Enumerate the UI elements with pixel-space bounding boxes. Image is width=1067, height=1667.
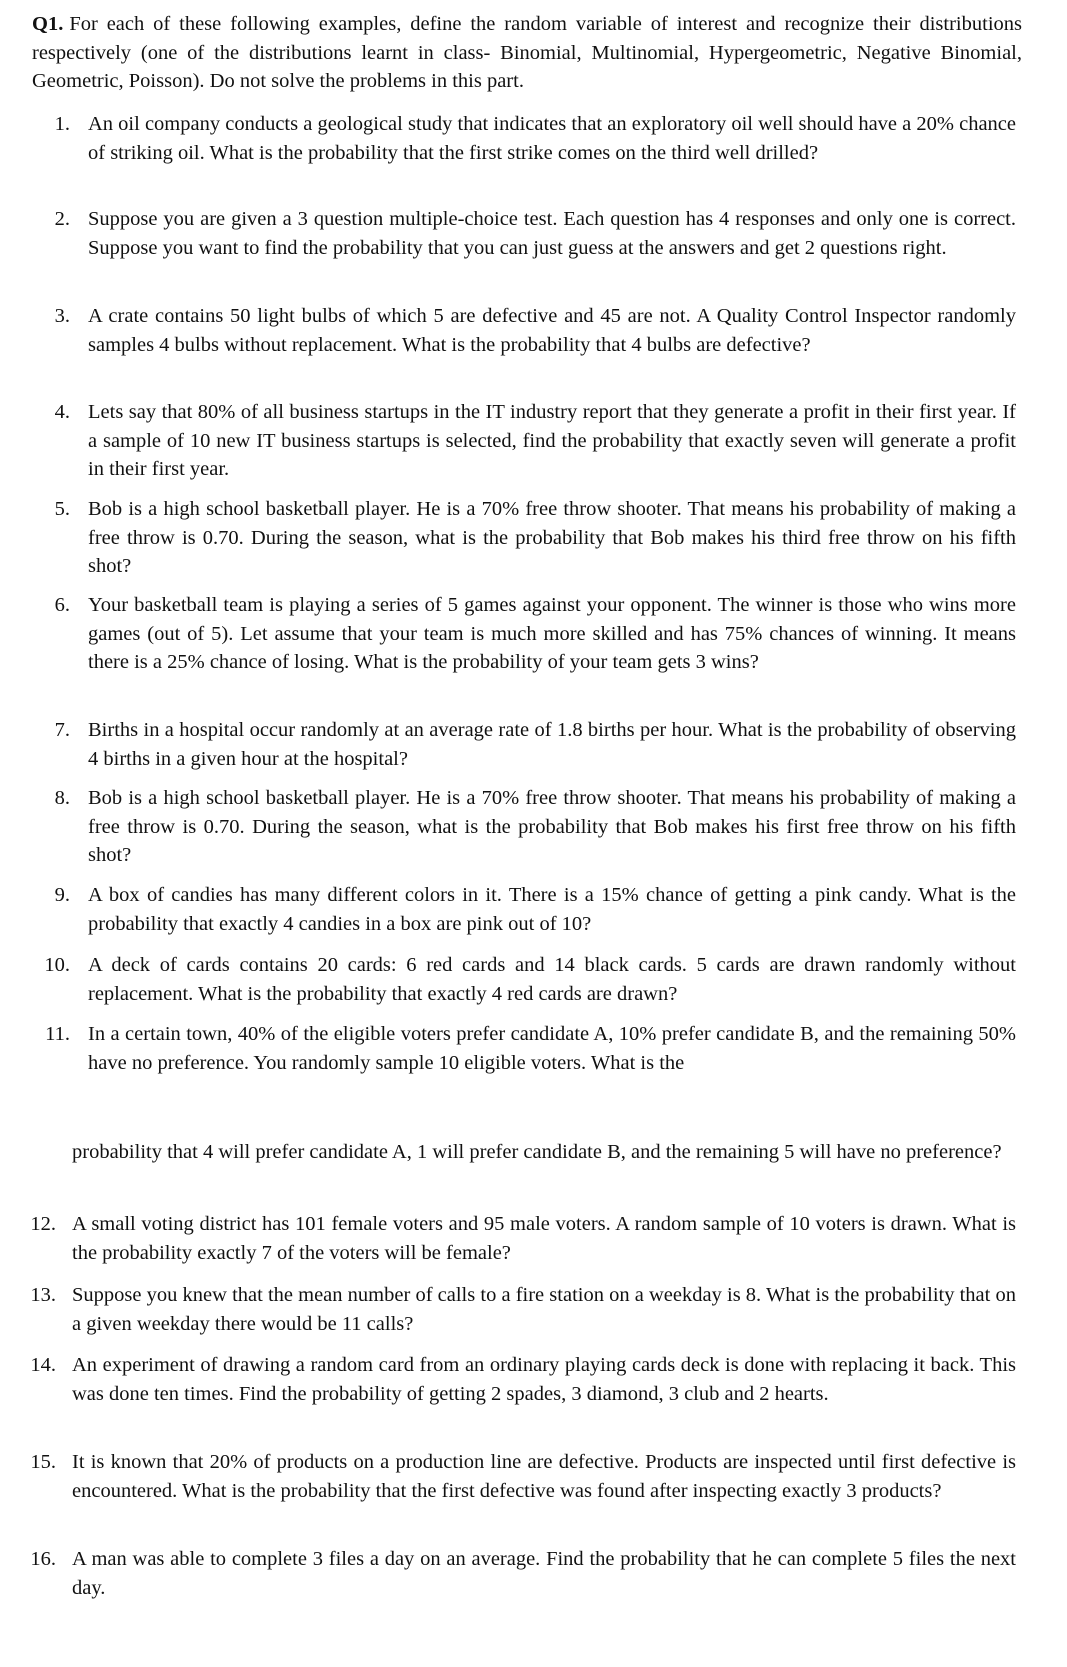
item-text: probability that 4 will prefer candidate A, 1 will prefer candidate B, and the remaining 5 will have no preference? bbox=[72, 1141, 1002, 1163]
list-item-5 bbox=[54, 495, 1016, 581]
item-number: 3. bbox=[54, 305, 70, 327]
item-text: Bob is a high school basketball player. He is a 70% free throw shooter. That means his probability of making a free throw is 0.70. During the season, what is the probability that Bob makes his first free throw on his fifth shot? bbox=[88, 787, 1016, 866]
item-text: Lets say that 80% of all business startups in the IT industry report that they generate a profit in their first year. If a sample of 10 new IT business startups is selected, find the probability that exactly seven will generate a profit in their first year. bbox=[88, 401, 1016, 480]
list-item-16 bbox=[30, 1545, 1016, 1602]
item-text: An experiment of drawing a random card from an ordinary playing cards deck is done with replacing it back. This was done ten times. Find the probability of getting 2 spades, 3 diamond, 3 club and 2 hearts. bbox=[72, 1354, 1016, 1405]
list-item-11 bbox=[45, 1020, 1016, 1077]
item-number: 12. bbox=[30, 1213, 56, 1235]
list-item-6 bbox=[54, 591, 1016, 677]
list-item-10 bbox=[44, 951, 1016, 1008]
list-item-14 bbox=[30, 1351, 1016, 1408]
item-text: In a certain town, 40% of the eligible voters prefer candidate A, 10% prefer candidate B, and the remaining 50% have no preference. You randomly sample 10 eligible voters. What is the bbox=[88, 1023, 1016, 1074]
item-text: A man was able to complete 3 files a day on an average. Find the probability that he can complete 5 files the next day. bbox=[72, 1548, 1016, 1599]
item-text: A small voting district has 101 female voters and 95 male voters. A random sample of 10 voters is drawn. What is the probability exactly 7 of the voters will be female? bbox=[72, 1213, 1016, 1264]
question-label: Q1. bbox=[32, 13, 64, 35]
list-item-4 bbox=[54, 398, 1016, 484]
item-number: 9. bbox=[54, 884, 70, 906]
item-number: 7. bbox=[54, 719, 70, 741]
item-text: Bob is a high school basketball player. He is a 70% free throw shooter. That means his probability of making a free throw is 0.70. During the season, what is the probability that Bob makes his third free throw on his fifth shot? bbox=[88, 498, 1016, 577]
list-item-1 bbox=[54, 110, 1016, 167]
item-text: A deck of cards contains 20 cards: 6 red cards and 14 black cards. 5 cards are drawn randomly without replacement. What is the probability that exactly 4 red cards are drawn? bbox=[88, 954, 1016, 1005]
list-item-3 bbox=[54, 302, 1016, 359]
item-number: 2. bbox=[54, 208, 70, 230]
item-number: 11. bbox=[45, 1023, 70, 1045]
item-number: 14. bbox=[30, 1354, 56, 1376]
list-item-7 bbox=[54, 716, 1016, 773]
item-number: 16. bbox=[30, 1548, 56, 1570]
item-text: It is known that 20% of products on a production line are defective. Products are inspected until first defective is encountered. What is the probability that the first defective was found after inspecting exactly 3 products? bbox=[72, 1451, 1016, 1502]
item-number: 8. bbox=[54, 787, 70, 809]
list-item-11-continued bbox=[72, 1138, 1016, 1167]
item-number: 15. bbox=[30, 1451, 56, 1473]
item-text: Births in a hospital occur randomly at an average rate of 1.8 births per hour. What is the probability of observing 4 births in a given hour at the hospital? bbox=[88, 719, 1016, 770]
list-item-12 bbox=[30, 1210, 1016, 1267]
item-number: 10. bbox=[44, 954, 70, 976]
item-text: An oil company conducts a geological study that indicates that an exploratory oil well should have a 20% chance of striking oil. What is the probability that the first strike comes on the third well drilled? bbox=[88, 113, 1016, 164]
item-number: 13. bbox=[30, 1284, 56, 1306]
item-text: Suppose you knew that the mean number of calls to a fire station on a weekday is 8. What is the probability that on a given weekday there would be 11 calls? bbox=[72, 1284, 1016, 1335]
item-number: 6. bbox=[54, 594, 70, 616]
item-number: 1. bbox=[54, 113, 70, 135]
item-text: Suppose you are given a 3 question multiple-choice test. Each question has 4 responses and only one is correct. Suppose you want to find the probability that you can just guess at the answers and get 2 questions right. bbox=[88, 208, 1016, 259]
list-item-8 bbox=[54, 784, 1016, 870]
list-item-13 bbox=[30, 1281, 1016, 1338]
item-text: A box of candies has many different colors in it. There is a 15% chance of getting a pink candy. What is the probability that exactly 4 candies in a box are pink out of 10? bbox=[88, 884, 1016, 935]
question-instructions: For each of these following examples, define the random variable of interest and recognize their distributions respectively (one of the distributions learnt in class- Binomial, Multinomial, Hypergeometric, Negative Binomial, Geometric, Poisson). Do not solve the problems in this part. bbox=[32, 13, 1022, 92]
item-number: 5. bbox=[54, 498, 70, 520]
item-text: A crate contains 50 light bulbs of which 5 are defective and 45 are not. A Quality Control Inspector randomly samples 4 bulbs without replacement. What is the probability that 4 bulbs are defective? bbox=[88, 305, 1016, 356]
list-item-2 bbox=[54, 205, 1016, 262]
list-item-9 bbox=[54, 881, 1016, 938]
list-item-15 bbox=[30, 1448, 1016, 1505]
item-number: 4. bbox=[54, 401, 70, 423]
question-intro bbox=[32, 10, 1022, 96]
item-text: Your basketball team is playing a series of 5 games against your opponent. The winner is those who wins more games (out of 5). Let assume that your team is much more skilled and has 75% chances of winning. It means there is a 25% chance of losing. What is the probability of your team gets 3 wins? bbox=[88, 594, 1016, 673]
